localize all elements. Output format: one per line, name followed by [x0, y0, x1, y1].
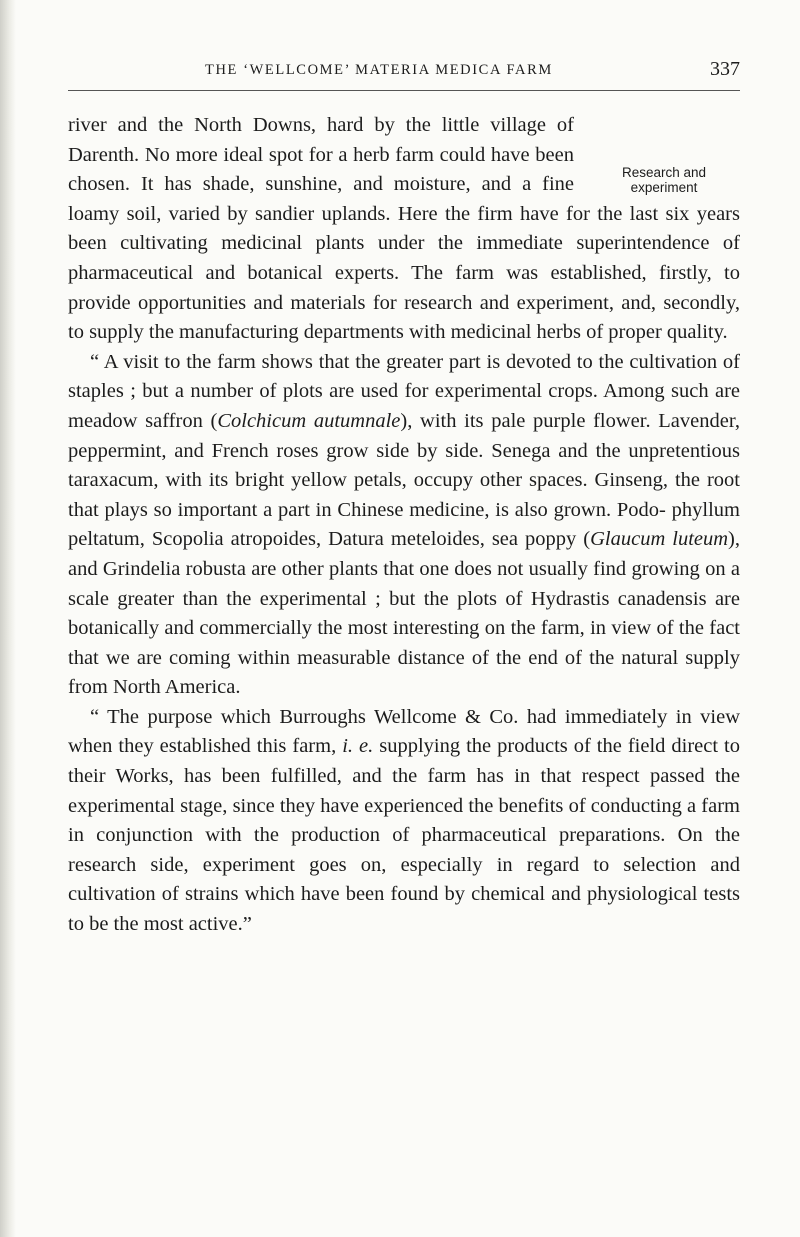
- abbreviation-ie: i. e.: [342, 735, 374, 758]
- paragraph-2: [68, 348, 740, 703]
- botanical-name-glaucum: Glaucum luteum: [590, 528, 729, 551]
- paragraph-1: river and the North Downs, hard by the little village of Darenth. No more ideal spot for a herb farm could have been chosen. It has shade, sunshine, and moisture, and a fine loamy soil, varied by sandier uplands. Here the firm have for the last six years been cultivating medicinal plants under the immediate superintendence of pharmaceutical and botanical experts. The farm was established, firstly, to provide opportunities and materials for research and experiment, and, secondly, to supply the manufacturing departments with medicinal herbs of proper quality.: [68, 114, 740, 344]
- page-number: 337: [710, 58, 740, 80]
- paragraph-2-part-2: ), with its pale purple flower. Lavender, peppermint, and French roses grow side by side. Senega and the unpretentious taraxacum, with its bright yellow petals, occupy other spaces. Ginseng, the root that plays so important a part in Chinese medicine, is also grown. Podo- phyllum peltatum, Scopolia atropoides, Datura meteloides, sea poppy (: [68, 409, 740, 551]
- running-head-title: THE ‘WELLCOME’ MATERIA MEDICA FARM: [205, 62, 553, 78]
- paragraph-2-part-3: ), and Grindelia robusta are other plants that one does not usually find growing on a scale greater than the experimental ; but the plots of Hydrastis canadensis are botanically and commercially the most interesting on the farm, in view of the fact that we are coming within measurable distance of the end of the natural supply from North America.: [68, 528, 740, 699]
- paragraph-3: [68, 703, 740, 940]
- margin-note-line-1: Research and: [621, 165, 707, 180]
- margin-note: [588, 165, 740, 195]
- running-head: [0, 56, 800, 90]
- header-rule: [68, 90, 740, 91]
- botanical-name-colchicum: Colchicum autumnale: [217, 409, 401, 432]
- margin-note-line-2: experiment: [630, 180, 698, 195]
- paragraph-3-part-1: “ The purpose which Burroughs Wellcome & Co. had immediately in view when they established this farm,: [68, 705, 740, 758]
- paragraph-3-part-2: supplying the products of the field direct to their Works, has been fulfilled, and the farm has in that respect passed the experimental stage, since they have experienced the benefits of conducting a farm in conjunction with the production of pharmaceutical preparations. On the research side, experiment goes on, especially in regard to selection and cultivation of strains which have been found by chemical and physiological tests to be the most active.”: [68, 735, 741, 936]
- paragraph-2-part-1: “ A visit to the farm shows that the greater part is devoted to the cultivation of staples ; but a number of plots are used for experimental crops. Among such are meadow saffron (: [68, 350, 740, 432]
- page-edge-shadow: [0, 0, 16, 1237]
- body-text: [68, 111, 740, 940]
